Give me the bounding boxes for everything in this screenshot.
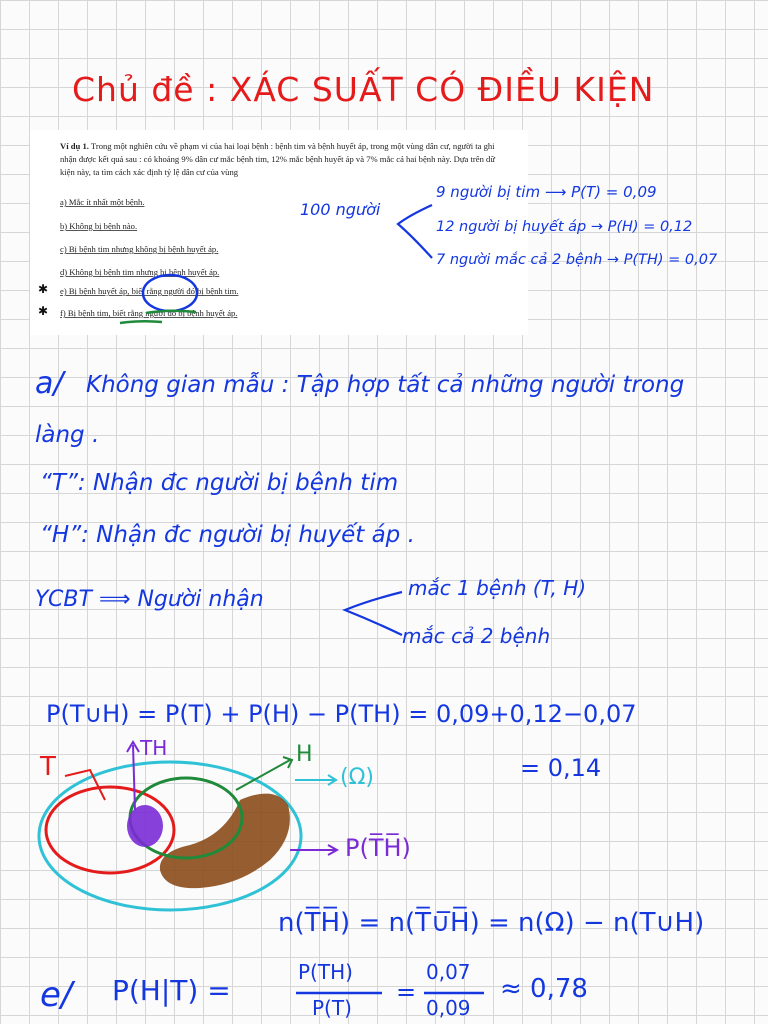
venn-label-th: TH (140, 736, 168, 760)
problem-item-a: a) Mắc ít nhất một bệnh. (60, 197, 145, 207)
page-title: Chủ đề : XÁC SUẤT CÓ ĐIỀU KIỆN (72, 70, 655, 109)
note-hundred: 100 người (300, 200, 381, 219)
problem-item-b: b) Không bị bệnh nào. (60, 221, 138, 231)
arrow-omega (295, 775, 336, 785)
fraction-1-denominator: P(T) (312, 996, 352, 1020)
count-equation: n(T̅H̅) = n(T̅∪̅H̅) = n(Ω) − n(T∪H) (278, 908, 705, 938)
venn-label-h: H (296, 742, 313, 767)
problem-item-f: f) Bị bệnh tim, biết rằng người đó bị bệnh huyết áp. (60, 308, 238, 318)
ycbt-branch-2: mắc cả 2 bệnh (402, 624, 551, 648)
event-h-definition: “H”: Nhận đc người bị huyết áp . (40, 522, 415, 548)
ycbt-branch-1: mắc 1 bệnh (T, H) (408, 576, 587, 600)
star-mark-e: ✱ (38, 282, 49, 296)
union-equation: P(T∪H) = P(T) + P(H) − P(TH) = 0,09+0,12−0,07 (46, 700, 637, 728)
problem-heading: Ví dụ 1. (60, 141, 89, 151)
union-result: = 0,14 (520, 754, 602, 782)
star-mark-f: ✱ (38, 304, 49, 318)
note-branch-1: 9 người bị tim ⟶ P(T) = 0,09 (436, 183, 657, 201)
venn-label-complement: P(T̅H̅) (345, 834, 411, 862)
intersection-th (127, 805, 163, 847)
problem-item-d: d) Không bị bệnh tim nhưng bị bệnh huyết áp. (60, 267, 220, 277)
part-a-label: a/ (35, 366, 64, 401)
underline-f (120, 321, 162, 323)
conditional-result: ≈ 0,78 (500, 974, 588, 1004)
note-branch-3: 7 người mắc cả 2 bệnh → P(TH) = 0,07 (436, 252, 718, 268)
note-branch-2: 12 người bị huyết áp → P(H) = 0,12 (436, 219, 693, 235)
part-e-label: e/ (40, 975, 73, 1015)
fraction-1-numerator: P(TH) (298, 960, 353, 984)
problem-item-c: c) Bị bệnh tim nhưng không bị bệnh huyết áp. (60, 244, 219, 254)
problem-text: Trong một nghiên cứu về phạm vi của hai loại bệnh : bệnh tim và bệnh huyết áp, trong một vùng dân cư, người ta ghi nhận được kết quả sau : có khoảng 9% dân cư mắc bệnh tim, 12% mắc bệnh huyết áp và 7% mắc cả hai bệnh này. Dựa trên dữ kiện này, ta tìm cách xác định tỷ lệ dân cư của vùng (60, 141, 495, 177)
underline-e (146, 311, 196, 313)
conditional-lhs: P(H|T) = (112, 974, 231, 1007)
ycbt-line: YCBT ⟹ Người nhận (35, 587, 264, 612)
sample-space-line-2: làng . (35, 422, 100, 448)
event-t-definition: “T”: Nhận đc người bị bệnh tim (40, 470, 399, 496)
sample-space-line-1: Không gian mẫu : Tập hợp tất cả những người trong (86, 372, 685, 398)
venn-label-t: T (40, 752, 56, 782)
equals-sign: = (396, 978, 417, 1006)
complement-region (160, 794, 290, 889)
fraction-2-denominator: 0,09 (426, 996, 471, 1020)
brace-ycbt (345, 592, 402, 635)
brace-100 (398, 205, 432, 258)
venn-label-omega: (Ω) (340, 765, 374, 790)
fraction-2-numerator: 0,07 (426, 960, 471, 984)
highlight-circle (143, 275, 197, 311)
problem-item-e: e) Bị bệnh huyết áp, biết rằng người đó bị bệnh tim. (60, 286, 239, 296)
